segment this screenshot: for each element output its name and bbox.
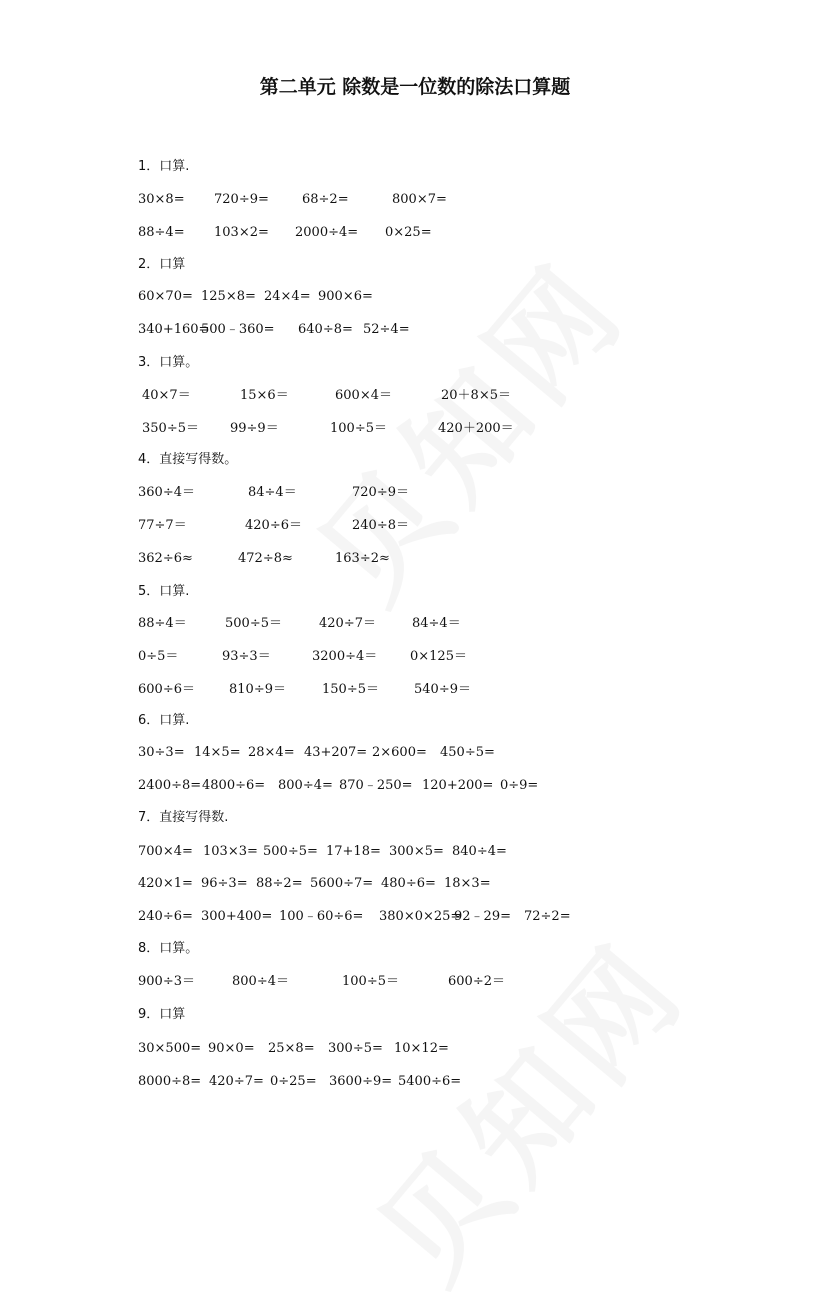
math-problem: 52÷4= [363, 322, 410, 337]
math-problem: 30×8= [138, 192, 185, 207]
math-problem: 163÷2≈ [335, 551, 390, 566]
math-problem: 88÷2= [256, 876, 303, 891]
math-problem: 28×4= [248, 745, 295, 760]
page-title: 第二单元 除数是一位数的除法口算题 [259, 76, 571, 98]
math-problem: 100﹣60÷6= [279, 909, 364, 924]
math-problem: 103×3= [203, 844, 258, 859]
math-problem: 500÷5＝ [225, 616, 282, 631]
math-problem: 0×125＝ [410, 649, 467, 664]
math-problem: 125×8= [201, 289, 256, 304]
math-problem: 700×4= [138, 844, 193, 859]
question-label: 4．直接写得数。 [138, 452, 238, 467]
math-problem: 810÷9＝ [229, 682, 286, 697]
math-problem: 420＋200＝ [438, 421, 514, 436]
math-problem: 840÷4= [452, 844, 507, 859]
math-problem: 240÷6= [138, 909, 193, 924]
math-problem: 600÷6＝ [138, 682, 195, 697]
math-problem: 900×6= [318, 289, 373, 304]
math-problem: 10×12= [394, 1041, 449, 1056]
math-problem: 92﹣29= [454, 909, 511, 924]
math-problem: 640÷8= [298, 322, 353, 337]
math-problem: 14×5= [194, 745, 241, 760]
question-label: 6．口算. [138, 713, 190, 728]
math-problem: 420÷7＝ [319, 616, 376, 631]
math-problem: 24×4= [264, 289, 311, 304]
math-problem: 2×600= [372, 745, 427, 760]
math-problem: 300×5= [389, 844, 444, 859]
math-problem: 72÷2= [524, 909, 571, 924]
math-problem: 40×7＝ [142, 388, 191, 403]
math-problem: 84÷4＝ [412, 616, 461, 631]
math-problem: 240÷8＝ [352, 518, 409, 533]
math-problem: 88÷4= [138, 225, 185, 240]
question-label: 5．口算. [138, 584, 190, 599]
math-problem: 340+160= [138, 322, 210, 337]
math-problem: 20＋8×5＝ [441, 388, 511, 403]
math-problem: 84÷4＝ [248, 485, 297, 500]
math-problem: 0÷9= [500, 778, 539, 793]
math-problem: 17+18= [326, 844, 381, 859]
math-problem: 30×500= [138, 1041, 202, 1056]
math-problem: 480÷6= [381, 876, 436, 891]
math-problem: 800×7= [392, 192, 447, 207]
math-problem: 43+207= [304, 745, 368, 760]
question-label: 1．口算. [138, 159, 190, 174]
math-problem: 500﹣360= [201, 322, 275, 337]
math-problem: 720÷9＝ [352, 485, 409, 500]
math-problem: 30÷3= [138, 745, 185, 760]
math-problem: 15×6＝ [240, 388, 289, 403]
math-problem: 450÷5= [440, 745, 495, 760]
math-problem: 3600÷9= [329, 1074, 393, 1089]
math-problem: 420÷6＝ [245, 518, 302, 533]
math-problem: 360÷4＝ [138, 485, 195, 500]
question-label: 3．口算。 [138, 355, 199, 370]
math-problem: 500÷5= [263, 844, 318, 859]
math-problem: 5600÷7= [310, 876, 374, 891]
math-problem: 420×1= [138, 876, 193, 891]
math-problem: 100÷5＝ [342, 974, 399, 989]
math-problem: 420÷7= [209, 1074, 264, 1089]
math-problem: 540÷9＝ [414, 682, 471, 697]
math-problem: 5400÷6= [398, 1074, 462, 1089]
math-problem: 3200÷4＝ [312, 649, 378, 664]
question-label: 8．口算。 [138, 941, 199, 956]
math-problem: 900÷3＝ [138, 974, 195, 989]
math-problem: 800÷4= [278, 778, 333, 793]
math-problem: 25×8= [268, 1041, 315, 1056]
math-problem: 600×4＝ [335, 388, 392, 403]
math-problem: 90×0= [208, 1041, 255, 1056]
math-problem: 60×70= [138, 289, 193, 304]
math-problem: 18×3= [444, 876, 491, 891]
question-label: 7．直接写得数. [138, 810, 229, 825]
math-problem: 0÷5＝ [138, 649, 179, 664]
math-problem: 96÷3= [201, 876, 248, 891]
math-problem: 380×0×25= [379, 909, 462, 924]
math-problem: 2400÷8= [138, 778, 202, 793]
math-problem: 2000÷4= [295, 225, 359, 240]
math-problem: 93÷3＝ [222, 649, 271, 664]
math-problem: 88÷4＝ [138, 616, 187, 631]
math-problem: 300+400= [201, 909, 273, 924]
watermark [334, 901, 716, 1310]
math-problem: 350÷5＝ [142, 421, 199, 436]
math-problem: 0×25= [385, 225, 432, 240]
math-problem: 300÷5= [328, 1041, 383, 1056]
math-problem: 600÷2＝ [448, 974, 505, 989]
math-problem: 870﹣250= [339, 778, 413, 793]
math-problem: 800÷4＝ [232, 974, 289, 989]
math-problem: 720÷9= [214, 192, 269, 207]
math-problem: 68÷2= [302, 192, 349, 207]
math-problem: 8000÷8= [138, 1074, 202, 1089]
question-label: 9．口算 [138, 1007, 186, 1022]
math-problem: 0÷25= [270, 1074, 317, 1089]
question-label: 2．口算 [138, 257, 186, 272]
math-problem: 103×2= [214, 225, 269, 240]
math-problem: 99÷9＝ [230, 421, 279, 436]
math-problem: 150÷5＝ [322, 682, 379, 697]
math-problem: 362÷6≈ [138, 551, 193, 566]
math-problem: 120+200= [422, 778, 494, 793]
math-problem: 4800÷6= [202, 778, 266, 793]
math-problem: 472÷8≈ [238, 551, 293, 566]
math-problem: 77÷7＝ [138, 518, 187, 533]
math-problem: 100÷5＝ [330, 421, 387, 436]
